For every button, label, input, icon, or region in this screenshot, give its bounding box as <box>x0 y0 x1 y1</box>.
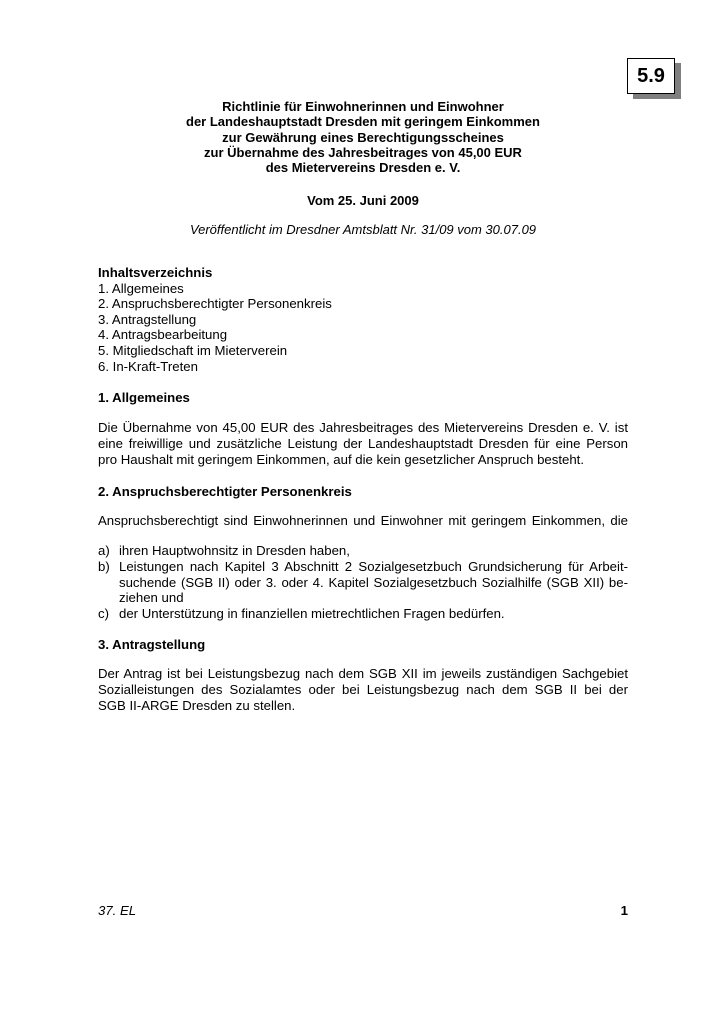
list-item-line: suchende (SGB II) oder 3. oder 4. Kapitel Sozialgesetzbuch Sozialhilfe (SGB XII) be- <box>119 574 628 590</box>
list-item-line: ziehen und <box>119 590 184 606</box>
list-item-text <box>119 606 628 622</box>
title-line: des Mietervereins Dresden e. V. <box>265 160 461 176</box>
publication-note: Veröffentlicht im Dresdner Amtsblatt Nr. 31/09 vom 30.07.09 <box>189 222 537 237</box>
toc-item: 2. Anspruchsberechtigter Personenkreis <box>98 296 332 312</box>
document-title <box>98 99 628 175</box>
list-item-text <box>119 559 628 606</box>
eligibility-list <box>98 543 628 622</box>
paragraph-line: Sozialleistungen des Sozialamtes oder bei Leistungsbezug nach dem SGB II bei der <box>98 681 628 697</box>
list-marker: a) <box>98 543 110 558</box>
toc-item: 3. Antragstellung <box>98 311 197 327</box>
section-paragraph-allgemeines <box>98 420 628 467</box>
table-of-contents <box>98 265 628 374</box>
title-line: zur Übernahme des Jahresbeitrages von 45,00 EUR <box>204 144 522 160</box>
paragraph-line: eine freiwillige und zusätzliche Leistung der Landeshauptstadt Dresden für eine Person <box>98 435 628 451</box>
list-item-line: Leistungen nach Kapitel 3 Abschnitt 2 Sozialgesetzbuch Grundsicherung für Arbeit- <box>119 558 628 574</box>
title-line: zur Gewährung eines Berechtigungsscheines <box>222 129 504 145</box>
section-badge: 5.9 <box>627 58 675 94</box>
paragraph-line: Anspruchsberechtigt sind Einwohnerinnen und Einwohner mit geringem Einkommen, die <box>98 513 628 528</box>
list-marker: b) <box>98 558 110 574</box>
list-item <box>98 559 628 606</box>
list-marker: c) <box>98 606 109 622</box>
section-paragraph-antragstellung <box>98 666 628 713</box>
document-date: Vom 25. Juni 2009 <box>307 193 419 208</box>
toc-item: 6. In-Kraft-Treten <box>98 358 198 374</box>
section-heading-allgemeines: 1. Allgemeines <box>98 390 190 405</box>
toc-heading: Inhaltsverzeichnis <box>98 265 213 280</box>
toc-item: 4. Antragsbearbeitung <box>98 327 228 343</box>
list-item <box>98 543 628 559</box>
list-item <box>98 606 628 622</box>
paragraph-line: SGB II-ARGE Dresden zu stellen. <box>98 697 296 713</box>
list-item-line: der Unterstützung in finanziellen mietrechtlichen Fragen bedürfen. <box>119 606 505 622</box>
footer-edition: 37. EL <box>98 903 137 918</box>
section-paragraph-personenkreis <box>98 513 628 529</box>
title-line: Richtlinie für Einwohnerinnen und Einwohner <box>222 99 504 114</box>
paragraph-line: Der Antrag ist bei Leistungsbezug nach dem SGB XII im jeweils zuständigen Sachgebiet <box>98 666 628 681</box>
section-heading-antragstellung: 3. Antragstellung <box>98 637 206 652</box>
paragraph-line: pro Haushalt mit geringem Einkommen, auf die kein gesetzlicher Anspruch besteht. <box>98 451 584 467</box>
section-heading-personenkreis: 2. Anspruchsberechtigter Personenkreis <box>98 484 352 499</box>
list-item-line: ihren Hauptwohnsitz in Dresden haben, <box>119 543 350 558</box>
toc-item: 5. Mitgliedschaft im Mieterverein <box>98 342 288 358</box>
paragraph-line: Die Übernahme von 45,00 EUR des Jahresbeitrages des Mietervereins Dresden e. V. ist <box>98 420 628 435</box>
list-item-text <box>119 543 628 559</box>
toc-item: 1. Allgemeines <box>98 280 184 296</box>
page-number: 1 <box>620 903 628 918</box>
title-line: der Landeshauptstadt Dresden mit geringem Einkommen <box>186 114 540 130</box>
